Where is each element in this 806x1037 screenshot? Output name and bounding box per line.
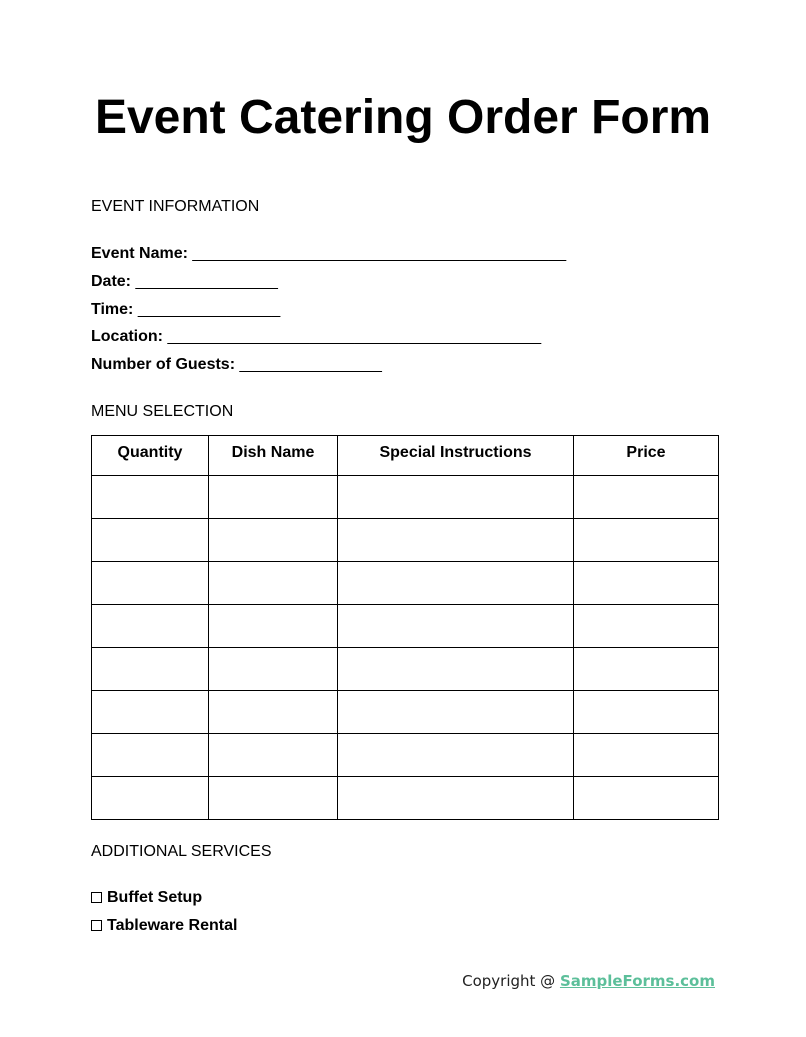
page-title: Event Catering Order Form	[94, 91, 712, 144]
column-header-quantity: Quantity	[92, 436, 209, 476]
table-cell[interactable]	[92, 605, 209, 648]
column-header-dish-name: Dish Name	[209, 436, 338, 476]
additional-services-heading: ADDITIONAL SERVICES	[91, 843, 272, 860]
table-cell[interactable]	[209, 691, 338, 734]
table-row	[92, 777, 719, 820]
copyright-text: Copyright @	[462, 972, 560, 990]
table-cell[interactable]	[209, 605, 338, 648]
table-cell[interactable]	[574, 605, 719, 648]
table-cell[interactable]	[209, 519, 338, 562]
table-cell[interactable]	[92, 476, 209, 519]
table-cell[interactable]	[338, 476, 574, 519]
table-cell[interactable]	[92, 777, 209, 820]
table-header-row	[92, 436, 719, 476]
checkbox-empty-icon[interactable]	[91, 920, 102, 931]
table-cell[interactable]	[338, 691, 574, 734]
checkbox-empty-icon[interactable]	[91, 892, 102, 903]
table-cell[interactable]	[209, 476, 338, 519]
service-label: Buffet Setup	[107, 889, 203, 906]
sampleforms-link[interactable]: SampleForms.com	[559, 972, 715, 990]
table-row	[92, 476, 719, 519]
table-cell[interactable]	[209, 734, 338, 777]
service-option-tableware-rental[interactable]	[91, 912, 237, 940]
event-name-field[interactable]	[91, 240, 566, 268]
service-option-buffet-setup[interactable]	[91, 884, 237, 912]
table-cell[interactable]	[574, 777, 719, 820]
time-field[interactable]	[91, 296, 566, 324]
table-row	[92, 519, 719, 562]
date-field[interactable]	[91, 268, 566, 296]
service-label: Tableware Rental	[107, 917, 238, 934]
event-information-heading: EVENT INFORMATION	[91, 198, 260, 215]
field-label: Number of Guests:	[91, 356, 236, 374]
additional-services-list	[91, 884, 237, 940]
table-cell[interactable]	[574, 476, 719, 519]
table-cell[interactable]	[338, 648, 574, 691]
field-blank[interactable]: __________________________________________	[192, 245, 567, 262]
table-cell[interactable]	[92, 562, 209, 605]
column-header-special-instructions: Special Instructions	[338, 436, 574, 476]
table-cell[interactable]	[209, 648, 338, 691]
table-cell[interactable]	[92, 648, 209, 691]
table-cell[interactable]	[209, 777, 338, 820]
table-cell[interactable]	[574, 562, 719, 605]
menu-selection-table	[91, 435, 719, 820]
field-label: Event Name:	[91, 245, 188, 262]
field-label: Time:	[91, 300, 134, 318]
table-cell[interactable]	[338, 562, 574, 605]
table-cell[interactable]	[574, 734, 719, 777]
field-label: Date:	[91, 272, 132, 290]
column-header-price: Price	[574, 436, 719, 476]
table-cell[interactable]	[338, 734, 574, 777]
menu-table-body	[92, 476, 719, 820]
location-field[interactable]	[91, 323, 566, 351]
table-row	[92, 734, 719, 777]
table-row	[92, 648, 719, 691]
table-cell[interactable]	[338, 777, 574, 820]
table-row	[92, 605, 719, 648]
field-blank[interactable]: ________________	[239, 356, 382, 374]
table-cell[interactable]	[338, 519, 574, 562]
copyright-notice	[462, 971, 715, 991]
table-cell[interactable]	[92, 734, 209, 777]
table-cell[interactable]	[209, 562, 338, 605]
table-row	[92, 691, 719, 734]
event-information-fields	[91, 240, 566, 379]
table-cell[interactable]	[92, 519, 209, 562]
number-of-guests-field[interactable]	[91, 351, 566, 379]
field-blank[interactable]: ________________	[135, 272, 278, 290]
table-cell[interactable]	[574, 648, 719, 691]
table-cell[interactable]	[92, 691, 209, 734]
field-label: Location:	[91, 328, 163, 346]
table-cell[interactable]	[574, 691, 719, 734]
table-cell[interactable]	[338, 605, 574, 648]
table-row	[92, 562, 719, 605]
field-blank[interactable]: __________________________________________	[167, 328, 542, 346]
field-blank[interactable]: ________________	[137, 300, 281, 318]
table-cell[interactable]	[574, 519, 719, 562]
menu-selection-heading: MENU SELECTION	[91, 403, 234, 420]
